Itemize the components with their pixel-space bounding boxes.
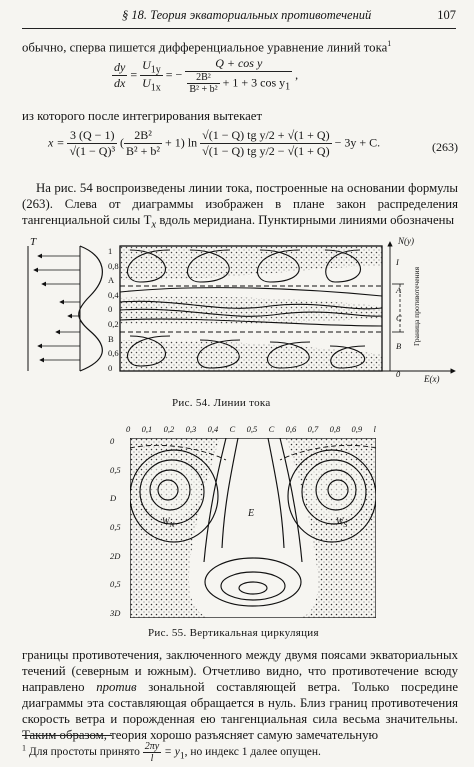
frac-paren: $\frac{\text{2B²}}{\text{B² + b²}}$ (126, 128, 161, 158)
paragraph-1-text: обычно, сперва пишется дифференциальное уравнение линий тока (22, 40, 388, 55)
frac-rhs: Q + cos y $\frac{\text{2B²}}{\text{B² + b²}}$ + 1 + 3 $\cos y_1$ (185, 56, 292, 95)
streamlines-diagram (20, 236, 460, 386)
top-tick-labels: 0 0,1 0,2 0,3 0,4 C 0,5 C 0,6 0,7 0,8 0,9 l (126, 424, 376, 434)
equation-streamline: $\frac{dy}{dx}$ = $\frac{U_{1y}}{U_{1x}}$ = − Q + cos y $\frac{\text{2B²}}{\text{B² + b²}}$ + 1 + 3 $\cos y_1$ , (114, 56, 299, 95)
footnote: $^1$ Для простоты принято $\frac{2\pi y}{l}$ = $y_1$, но индекс 1 далее опущен. (22, 741, 321, 764)
equation-number: (263) (432, 140, 458, 154)
axis-east-label: E(x) (424, 374, 440, 384)
countercurrent-boundary-label: Граница противотечения (412, 266, 421, 346)
frac-log: $\frac{\text{√(1 − Q) tg y/2 + √(1 + Q)}}{\text{√(1 − Q) tg y/2 − √(1 + Q)}}$ (202, 128, 330, 158)
y-tick-labels: 1 0,8 A 0,4 0 0,2 B 0,6 0 (108, 246, 119, 373)
region-label-west-north: $W_N$ (162, 516, 175, 529)
region-label-east: E (248, 508, 255, 519)
paragraph-conclusion: границы противотечения, заключенного между двумя поясами экваториальных течений (северным и южным). Отчетливо видно, что противотечение всюду направлено против зональной составляющей ветра. Только посредине диаграммы эта составляющая обращается в нуль. Близ границ противотечения скорость ветра и порожденная ею тангенциальная сила весьма значительны. Таким образом, теория хорошо разъясняет самую замечательную (22, 648, 459, 742)
frac-coef: $\frac{3 (Q - 1)}{\text{√(1 − Q)³}}$ (69, 128, 116, 158)
left-tick-labels: 0 0,5 D 0,5 2D 0,5 3D (110, 436, 121, 618)
footnote-rule (22, 735, 112, 736)
paragraph-integration: из которого после интегрирования вытекает (22, 109, 263, 123)
right-tick-labels: I A C B 0 (396, 257, 402, 379)
force-label: T (30, 236, 37, 248)
frac-dy-dx: $\frac{dy}{dx}$ (114, 60, 126, 90)
running-header (22, 6, 456, 29)
footnote-ref: 1 (387, 39, 392, 48)
paragraph-fig54-intro: На рис. 54 воспроизведены линии тока, построенные на основании формулы (263). Слева от диаграммы изображен в плане закон распределения тангенциальной силы $T_x$ вдоль меридиана. Пунктирными линиями обозначены (22, 181, 458, 231)
frac-velocity: $\frac{U_{1y}}{U_{1x}}$ (142, 57, 161, 94)
axis-north-label: N(y) (398, 236, 414, 246)
figure-55-caption: Рис. 55. Вертикальная циркуляция (148, 627, 319, 639)
section-title: § 18. Теория экваториальных противотечений (122, 8, 372, 22)
figure-55 (110, 424, 380, 619)
figure-54 (20, 236, 460, 386)
figure-54-caption: Рис. 54. Линии тока (172, 397, 271, 409)
region-label-west-south: $W_S$ (336, 516, 348, 529)
equation-263: x = $\frac{3 (Q - 1)}{\text{√(1 − Q)³}}$ ( $\frac{\text{2B²}}{\text{B² + b²}}$ + 1) ln $\frac{\text{√(1 − Q) tg y/2 + √(1 + Q)}}{\text{√(1 − Q) tg y/2 − √(1 + Q)}}$ − 3y + C. (263) (48, 128, 458, 158)
paragraph-intro (22, 36, 458, 55)
page-number: 107 (437, 8, 456, 22)
